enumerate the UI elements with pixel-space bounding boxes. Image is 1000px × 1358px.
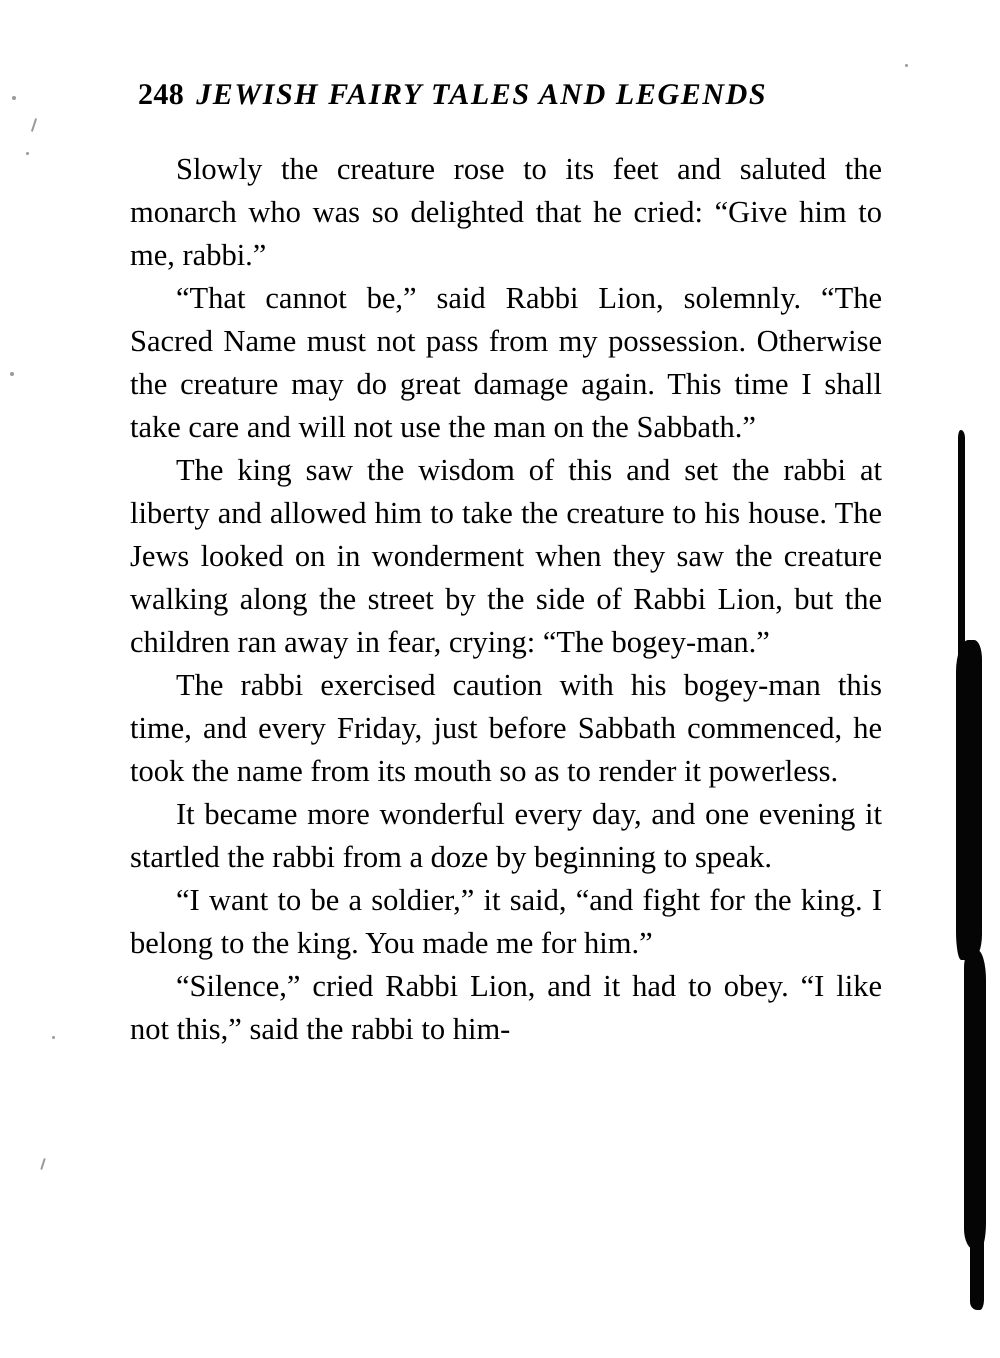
scan-artifact (970, 1190, 984, 1310)
paragraph: The rabbi exercised caution with his bogey-man this time, and every Friday, just before Sabbath commenced, he took the name from its mouth so as to render it powerless. (130, 668, 882, 788)
scan-speck (26, 152, 29, 155)
scan-edge-shadow (930, 0, 1000, 1358)
running-head (138, 78, 878, 112)
scan-speck (10, 372, 14, 376)
paragraph: Slowly the creature rose to its feet and saluted the monarch who was so delighted that he cried: “Give him to me, rabbi.” (130, 152, 882, 272)
scan-artifact (958, 430, 965, 680)
paragraph: The king saw the wisdom of this and set the rabbi at liberty and allowed him to take the creature to his house. The Jews looked on in wonderment when they saw the creature walking along the street by the side of Rabbi Lion, but the children ran away in fear, crying: “The bogey-man.” (130, 453, 882, 659)
paragraph: “Silence,” cried Rabbi Lion, and it had to obey. “I like not this,” said the rabbi to him- (130, 969, 882, 1046)
scan-speck (52, 1036, 55, 1039)
scan-speck (40, 1158, 46, 1170)
paragraph: “I want to be a soldier,” it said, “and fight for the king. I belong to the king. You made me for him.” (130, 883, 882, 960)
scan-speck (905, 64, 908, 67)
scan-artifact (964, 950, 986, 1250)
scan-speck (31, 118, 37, 132)
page-body-text (130, 148, 882, 1051)
paragraph: It became more wonderful every day, and one evening it startled the rabbi from a doze by beginning to speak. (130, 797, 882, 874)
scan-artifact (956, 640, 982, 960)
page-number: 248 (138, 78, 185, 111)
running-head-title: JEWISH FAIRY TALES AND LEGENDS (196, 78, 768, 111)
scan-speck (12, 96, 16, 100)
paragraph: “That cannot be,” said Rabbi Lion, solemnly. “The Sacred Name must not pass from my possession. Otherwise the creature may do great damage again. This time I shall take care and will not use the man on the Sabbath.” (130, 281, 882, 444)
